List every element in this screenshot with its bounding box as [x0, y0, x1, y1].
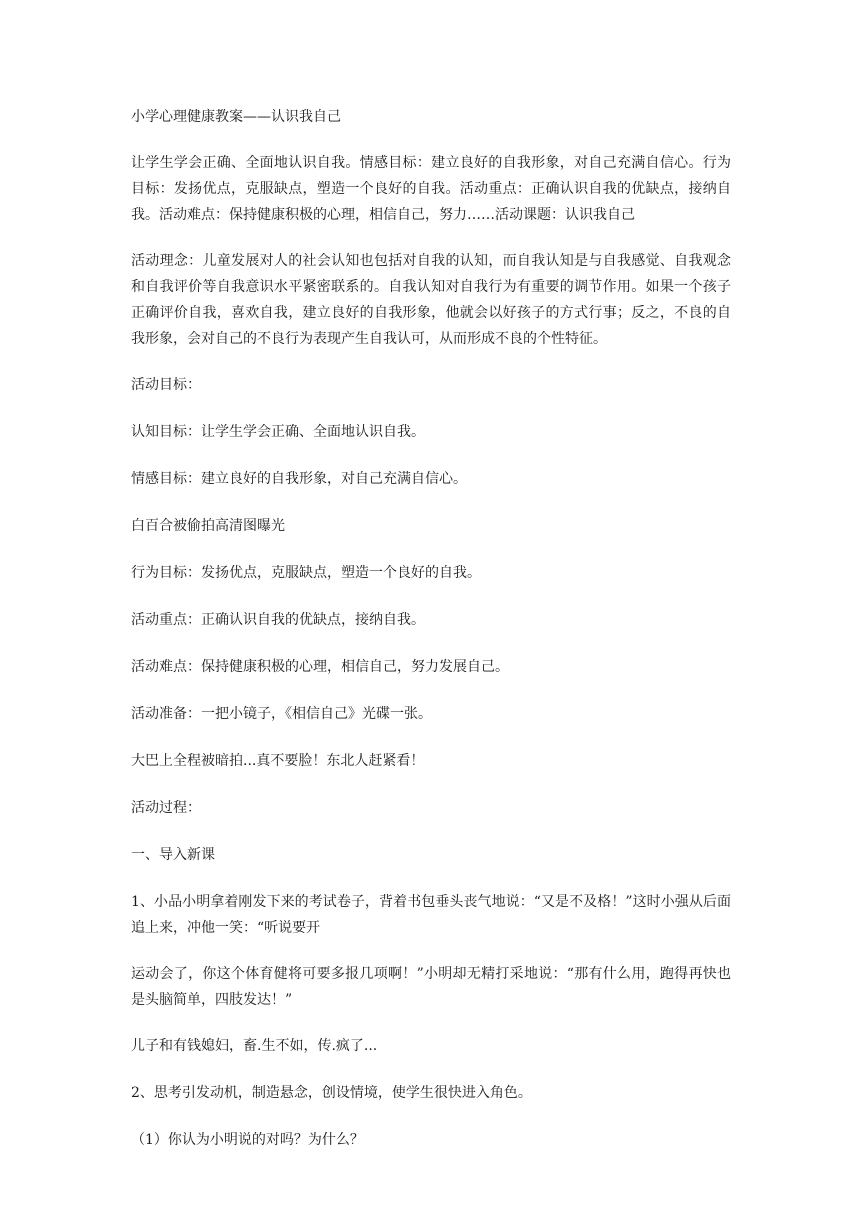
paragraph-activity-process-heading: 活动过程：: [131, 800, 201, 816]
document-body: [131, 104, 731, 1174]
paragraph-emotional-goal: 情感目标：建立良好的自我形象，对自己充满自信心。: [131, 471, 467, 487]
paragraph-skit-part-2: 运动会了，你这个体育健将可要多报几项啊！”小明却无精打采地说：“那有什么用，跑得再快也是头脑简单，四肢发达！”: [131, 966, 731, 1008]
paragraph-thinking-motivation: 2、思考引发动机，制造悬念，创设情境，使学生很快进入角色。: [131, 1085, 532, 1101]
paragraph-question-1: （1）你认为小明说的对吗？为什么？: [131, 1132, 364, 1148]
paragraph-activity-difficulty: 活动难点：保持健康积极的心理，相信自己，努力发展自己。: [131, 659, 509, 675]
paragraph-activity-goals-heading: 活动目标：: [131, 377, 201, 393]
paragraph-skit-part-1: 1、小品小明拿着刚发下来的考试卷子，背着书包垂头丧气地说：“又是不及格！”这时小强从后面追上来，冲他一笑：“听说要开: [131, 894, 731, 936]
paragraph-activity-concept: 活动理念：儿童发展对人的社会认知也包括对自我的认知，而自我认知是与自我感觉、自我观念和自我评价等自我意识水平紧密联系的。自我认知对自我行为有重要的调节作用。如果一个孩子正确评价自我，喜欢自我，建立良好的自我形象，他就会以好孩子的方式行事；反之，不良的自我形象，会对自己的不良行为表现产生自我认可，从而形成不良的个性特征。: [131, 253, 731, 347]
paragraph-activity-focus: 活动重点：正确认识自我的优缺点，接纳自我。: [131, 612, 425, 628]
paragraph-cognitive-goal: 认知目标：让学生学会正确、全面地认识自我。: [131, 424, 425, 440]
paragraph-inserted-headline-3: 儿子和有钱媳妇，畜.生不如，传.疯了...: [131, 1038, 378, 1054]
paragraph-objectives-summary: 让学生学会正确、全面地认识自我。情感目标：建立良好的自我形象，对自己充满自信心。行为目标：发扬优点，克服缺点，塑造一个良好的自我。活动重点：正确认识自我的优缺点，接纳自我。活动难点：保持健康积极的心理，相信自己，努力……活动课题：认识我自己: [131, 155, 731, 223]
paragraph-inserted-headline-1: 白百合被偷拍高清图曝光: [131, 518, 285, 534]
document-title: 小学心理健康教案——认识我自己: [131, 109, 341, 125]
paragraph-behavior-goal: 行为目标：发扬优点，克服缺点，塑造一个良好的自我。: [131, 565, 481, 581]
paragraph-inserted-headline-2: 大巴上全程被暗拍...真不要脸！东北人赶紧看！: [131, 753, 425, 769]
paragraph-activity-preparation: 活动准备：一把小镜子，《相信自己》光碟一张。: [131, 706, 432, 722]
paragraph-section-one-heading: 一、导入新课: [131, 847, 215, 863]
